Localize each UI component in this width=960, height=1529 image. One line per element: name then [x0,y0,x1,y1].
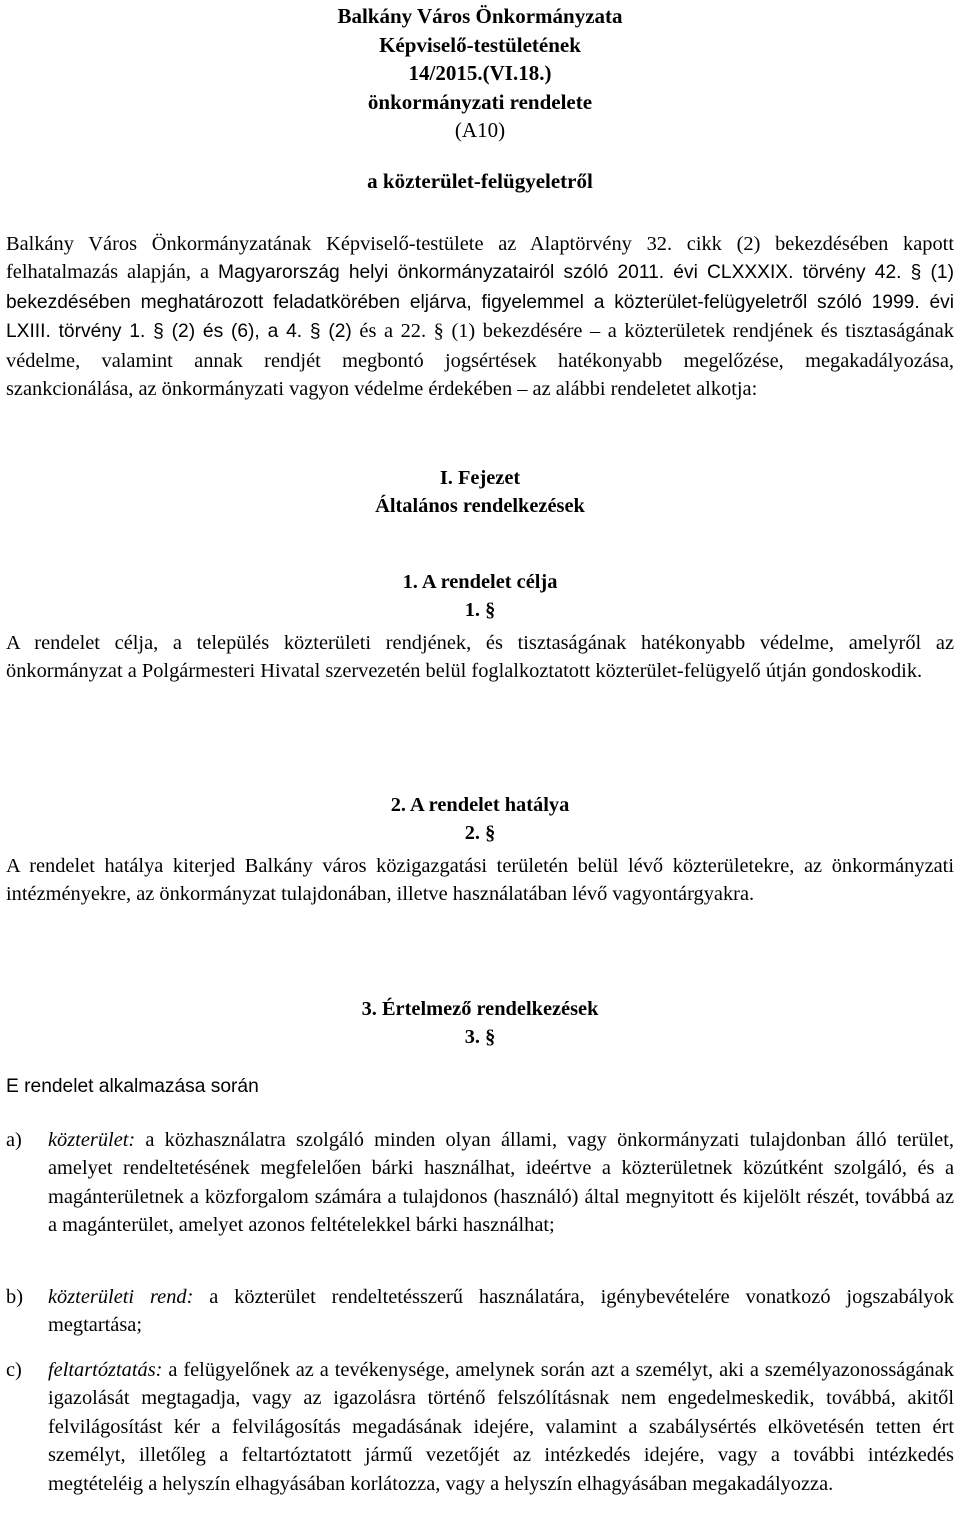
section-1-text: A rendelet célja, a település közterületi rendjének, és tisztaságának hatékonyabb védelme, amelyről az önkormányzat a Polgármesteri Hivatal szervezetén belül foglalkoztatott közterület-felügyelő útján gondoskodik. [6,631,954,683]
definition-term: közterületi rend: [48,1286,194,1308]
header-line-2: Képviselő-testületének [379,32,581,57]
section-3 [6,995,954,1052]
definition-term: feltartóztatás: [48,1359,163,1381]
definition-mark: c) [6,1359,22,1381]
header-line-1: Balkány Város Önkormányzata [337,4,623,28]
section-2-text: A rendelet hatálya kiterjed Balkány város közigazgatási területén belül lévő közterületekre, az önkormányzati intézményekre, az önkormányzat tulajdonában, illetve használatában lévő vagyontárgyakra. [6,854,954,906]
section-3-intro: E rendelet alkalmazása során [6,1076,259,1097]
chapter-title: Általános rendelkezések [375,495,585,518]
header-line-4: önkormányzati rendelete [367,89,593,114]
definition-item-c [6,1356,954,1498]
definition-item-a [6,1126,954,1240]
definition-term: közterület: [48,1129,136,1151]
definition-text: a közterület rendeltetésszerű használatára, igénybevételére vonatkozó jogszabályok megtartása; [48,1286,954,1337]
preamble [6,230,954,403]
section-2-heading: 2. A rendelet hatálya [390,794,570,816]
header-line-5: (A10) [454,118,506,143]
section-1 [6,568,954,686]
definition-text: a felügyelőnek az a tevékenysége, amelynek során azt a személyt, aki a személyazonosságának igazolását megtagadja, vagy az igazolásra történő felszólításnak nem engedelmeskedik, továbbá, akitől felvilágosítást kér a felvilágosítás megadásának idejére, valamint a szabálysértés elkövetésén tetten ért személyt, illetőleg a feltartóztatott jármű vezetőjét az intézkedés idejére, vagy a további intézkedés megtételéig a helyszín elhagyásában korlátozza, vagy a helyszín elhagyásában megakadályozza. [48,1359,954,1495]
document-header [6,2,954,145]
section-1-heading: 1. A rendelet célja [402,571,558,593]
section-1-paragraph-number: 1. § [464,599,496,622]
section-3-paragraph-number: 3. § [464,1026,496,1049]
preamble-part-3: és a 22. § (1) bekezdésére – a közterületek rendjének és tisztaságának védelme, valamint annak rendjét megbontó jogsértések hatékonyabb megelőzése, megakadályozása, szankcionálása, az önkormányzati vagyon védelme érdekében – az alábbi rendeletet alkotja: [6,320,954,401]
preamble-part-2: Magyarország helyi önkormányzatairól szóló 2011. évi CLXXXIX. törvény 42. § (1) bekezdésében meghatározott feladatkörében eljárva, figyelemmel a közterület-felügyeletről szóló 1999. évi LXIII. törvény 1. § (2) és (6), a 4. § (2) [6,262,954,343]
header-line-3: 14/2015.(VI.18.) [408,61,552,86]
chapter-number: I. Fejezet [439,467,521,489]
definition-mark: b) [6,1286,23,1308]
section-3-heading: 3. Értelmező rendelkezések [361,998,599,1020]
chapter-heading [6,464,954,521]
definition-item-b [6,1283,954,1340]
section-2-paragraph-number: 2. § [464,822,496,845]
document-subject: a közterület-felügyeletről [367,169,593,193]
definition-mark: a) [6,1129,22,1151]
definition-text: a közhasználatra szolgáló minden olyan állami, vagy önkormányzati tulajdonban álló terület, amelyet rendeltetésének megfelelően bárki használhat, ideértve a közterületnek közútként szolgáló, és a magánterületnek a közforgalom számára a tulajdonos (használó) által megnyitott és kijelölt részét, továbbá az a magánterület, amelyet azonos feltételekkel bárki használhat; [48,1129,954,1237]
section-2 [6,791,954,909]
preamble-part-1: Balkány Város Önkormányzatának Képviselő-testülete az Alaptörvény 32. cikk (2) bekezdésében kapott felhatalmazás alapján, a [6,233,954,284]
